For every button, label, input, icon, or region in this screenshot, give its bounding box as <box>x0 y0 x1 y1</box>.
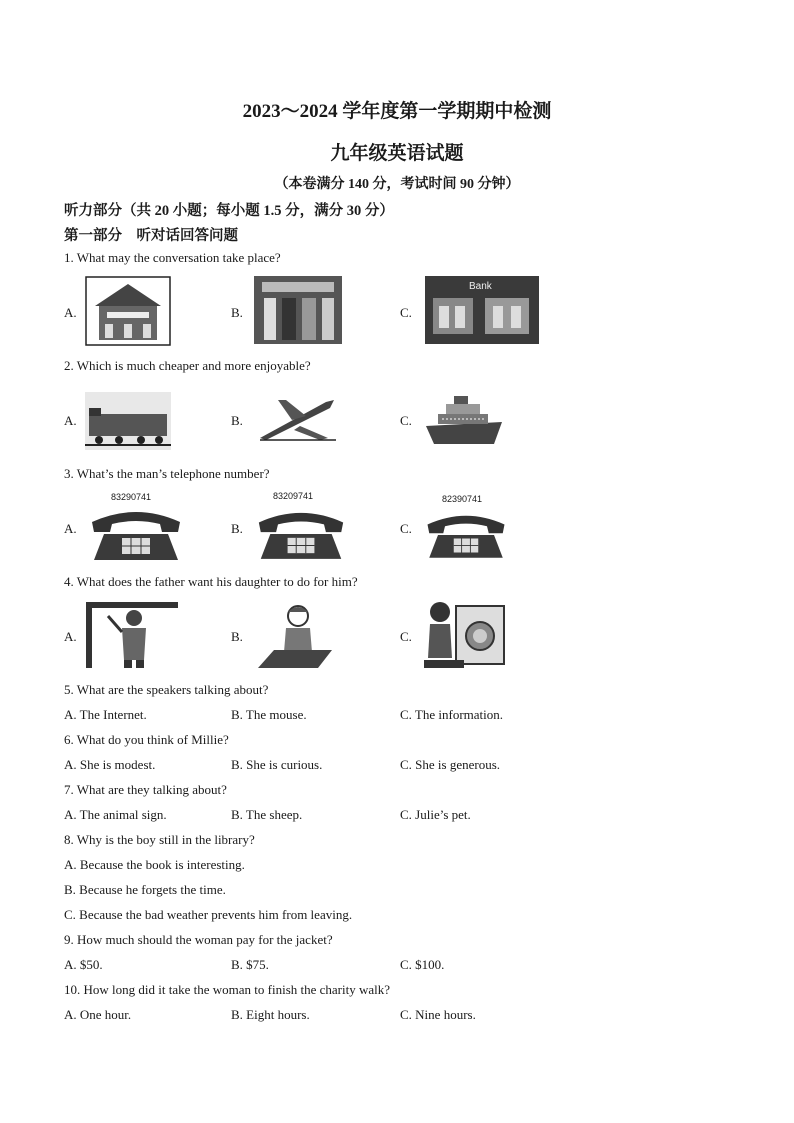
q10-option-c: C. Nine hours. <box>400 1007 476 1022</box>
question-6: 6. What do you think of Millie? <box>64 732 229 747</box>
q7-option-c: C. Julie’s pet. <box>400 807 471 822</box>
q5-option-a: A. The Internet. <box>64 707 147 722</box>
q1-option-c: C. <box>400 305 412 320</box>
q3-number-c: 82390741 <box>442 494 483 504</box>
girl-at-desk-icon <box>254 600 334 670</box>
q5-option-c: C. The information. <box>400 707 504 722</box>
q2-option-a: A. <box>64 413 77 428</box>
q3-number-a: 83290741 <box>111 492 152 502</box>
section-listening: 听力部分（共 20 小题；每小题 1.5 分，满分 30 分） <box>64 203 394 219</box>
library-building-icon <box>85 276 171 346</box>
q6-option-b: B. She is curious. <box>231 757 323 772</box>
bank-sign-text: Bank <box>469 281 492 292</box>
question-1: 1. What may the conversation take place? <box>64 250 281 265</box>
q9-option-c: C. $100. <box>400 957 445 972</box>
q3-option-c: C. <box>400 521 412 536</box>
q8-option-a: A. Because the book is interesting. <box>64 857 245 872</box>
q3-option-b: B. <box>231 521 243 536</box>
q8-option-c: C. Because the bad weather prevents him from leaving. <box>64 907 353 922</box>
q9-option-b: B. $75. <box>231 957 269 972</box>
q3-option-a: A. <box>64 521 77 536</box>
question-2: 2. Which is much cheaper and more enjoyable? <box>64 358 311 373</box>
question-4: 4. What does the father want his daughter to do for him? <box>64 574 358 589</box>
telephone-icon <box>88 506 184 562</box>
q3-number-b: 83209741 <box>273 491 314 501</box>
q6-option-c: C. She is generous. <box>400 757 501 772</box>
exam-subtitle: 九年级英语试题 <box>330 143 464 164</box>
question-3: 3. What’s the man’s telephone number? <box>64 466 270 481</box>
q8-option-b: B. Because he forgets the time. <box>64 882 226 897</box>
q9-option-a: A. $50. <box>64 957 103 972</box>
exam-note: （本卷满分 140 分，考试时间 90 分钟） <box>274 177 520 192</box>
ship-icon <box>424 392 504 450</box>
section-part1: 第一部分 听对话回答问题 <box>64 228 238 244</box>
q4-option-b: B. <box>231 629 243 644</box>
q4-option-a: A. <box>64 629 77 644</box>
q7-option-b: B. The sheep. <box>231 807 303 822</box>
washing-machine-icon <box>420 598 508 670</box>
train-icon <box>85 392 171 450</box>
q4-option-c: C. <box>400 629 412 644</box>
q10-option-a: A. One hour. <box>64 1007 132 1022</box>
q5-option-b: B. The mouse. <box>231 707 307 722</box>
question-10: 10. How long did it take the woman to finish the charity walk? <box>64 982 391 997</box>
q6-option-a: A. She is modest. <box>64 757 156 772</box>
telephone-icon <box>424 508 508 562</box>
q10-option-b: B. Eight hours. <box>231 1007 310 1022</box>
window-cleaning-icon <box>84 600 180 670</box>
q1-option-b: B. <box>231 305 243 320</box>
exam-title: 2023～2024 学年度第一学期期中检测 <box>242 101 552 122</box>
question-5: 5. What are the speakers talking about? <box>64 682 269 697</box>
bookstore-icon <box>254 276 342 344</box>
q2-option-b: B. <box>231 413 243 428</box>
question-7: 7. What are they talking about? <box>64 782 227 797</box>
question-8: 8. Why is the boy still in the library? <box>64 832 255 847</box>
q7-option-a: A. The animal sign. <box>64 807 167 822</box>
airplane-icon <box>256 394 338 444</box>
bank-icon <box>425 276 539 344</box>
question-9: 9. How much should the woman pay for the jacket? <box>64 932 333 947</box>
q1-option-a: A. <box>64 305 77 320</box>
telephone-icon <box>255 506 347 562</box>
q2-option-c: C. <box>400 413 412 428</box>
